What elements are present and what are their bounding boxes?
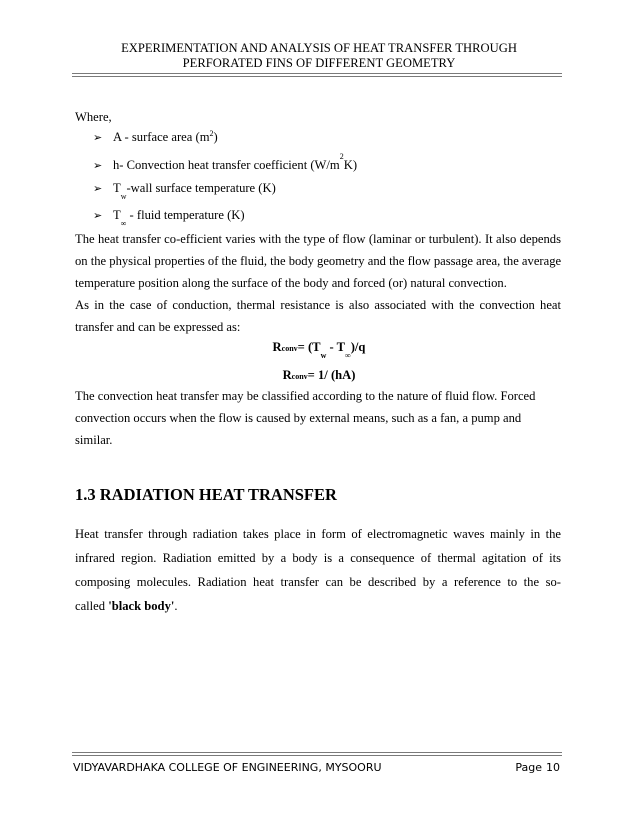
paragraph-line: called 'black body'. [75, 599, 178, 613]
footer-rule-top [72, 752, 562, 753]
footer-rule-bottom [72, 755, 562, 756]
header-rule-top [72, 73, 562, 74]
paragraph-line: transfer and can be expressed as: [75, 320, 241, 334]
footer-college-name: VIDYAVARDHAKA COLLEGE OF ENGINEERING, MYSOORU [73, 761, 382, 774]
footer-page-number: Page 10 [515, 761, 560, 774]
header-title-line-2: PERFORATED FINS OF DIFFERENT GEOMETRY [182, 56, 456, 70]
paragraph-line: on the physical properties of the fluid, the body geometry and the flow passage area, the average [75, 254, 562, 268]
paragraph-line: temperature position along the surface of the body and forced (or) natural convection. [75, 276, 507, 290]
where-label: Where, [75, 110, 112, 124]
arrow-bullet-icon: ➢ [93, 183, 103, 195]
equation-convection-resistance-ha: Rconv= 1/ (hA) [282, 368, 356, 382]
arrow-bullet-icon: ➢ [93, 160, 103, 173]
header-title-line-1: EXPERIMENTATION AND ANALYSIS OF HEAT TRANSFER THROUGH [121, 41, 517, 55]
bullet-heat-transfer-coefficient: ➢ h- Convection heat transfer coefficient $(W/m^2K)$ [93, 152, 358, 173]
bullet-wall-temperature: ➢ $T_w$-wall surface temperature (K) [93, 181, 276, 201]
paragraph-line: composing molecules. Radiation heat transfer can be described by a reference to the so- [75, 575, 561, 589]
paragraph-line: As in the case of conduction, thermal resistance is also associated with the convection heat [75, 298, 561, 312]
equation-convection-resistance: Rconv= $(T_w - T_\infty)/q$ [272, 340, 366, 360]
header-rule-bottom [72, 76, 562, 77]
paragraph-line: convection occurs when the flow is caused by external means, such as a fan, a pump and [75, 411, 522, 425]
paragraph-line: The heat transfer co-efficient varies with the type of flow (laminar or turbulent). It also depends [75, 232, 561, 246]
paragraph-line: The convection heat transfer may be classified according to the nature of fluid flow. Forced [75, 389, 536, 403]
paragraph-line: similar. [75, 433, 113, 447]
bullet-fluid-temperature: ➢ $T_\infty$ - fluid temperature (K) [93, 208, 245, 228]
paragraph-line: infrared region. Radiation emitted by a body is a consequence of thermal agitation of its [75, 551, 561, 565]
bullet-surface-area: ➢ A - surface area $(m^2)$ [93, 129, 218, 145]
section-heading: 1.3 RADIATION HEAT TRANSFER [75, 485, 337, 504]
paragraph-line: Heat transfer through radiation takes place in form of electromagnetic waves mainly in the [75, 527, 561, 541]
arrow-bullet-icon: ➢ [93, 210, 103, 222]
arrow-bullet-icon: ➢ [93, 132, 103, 145]
